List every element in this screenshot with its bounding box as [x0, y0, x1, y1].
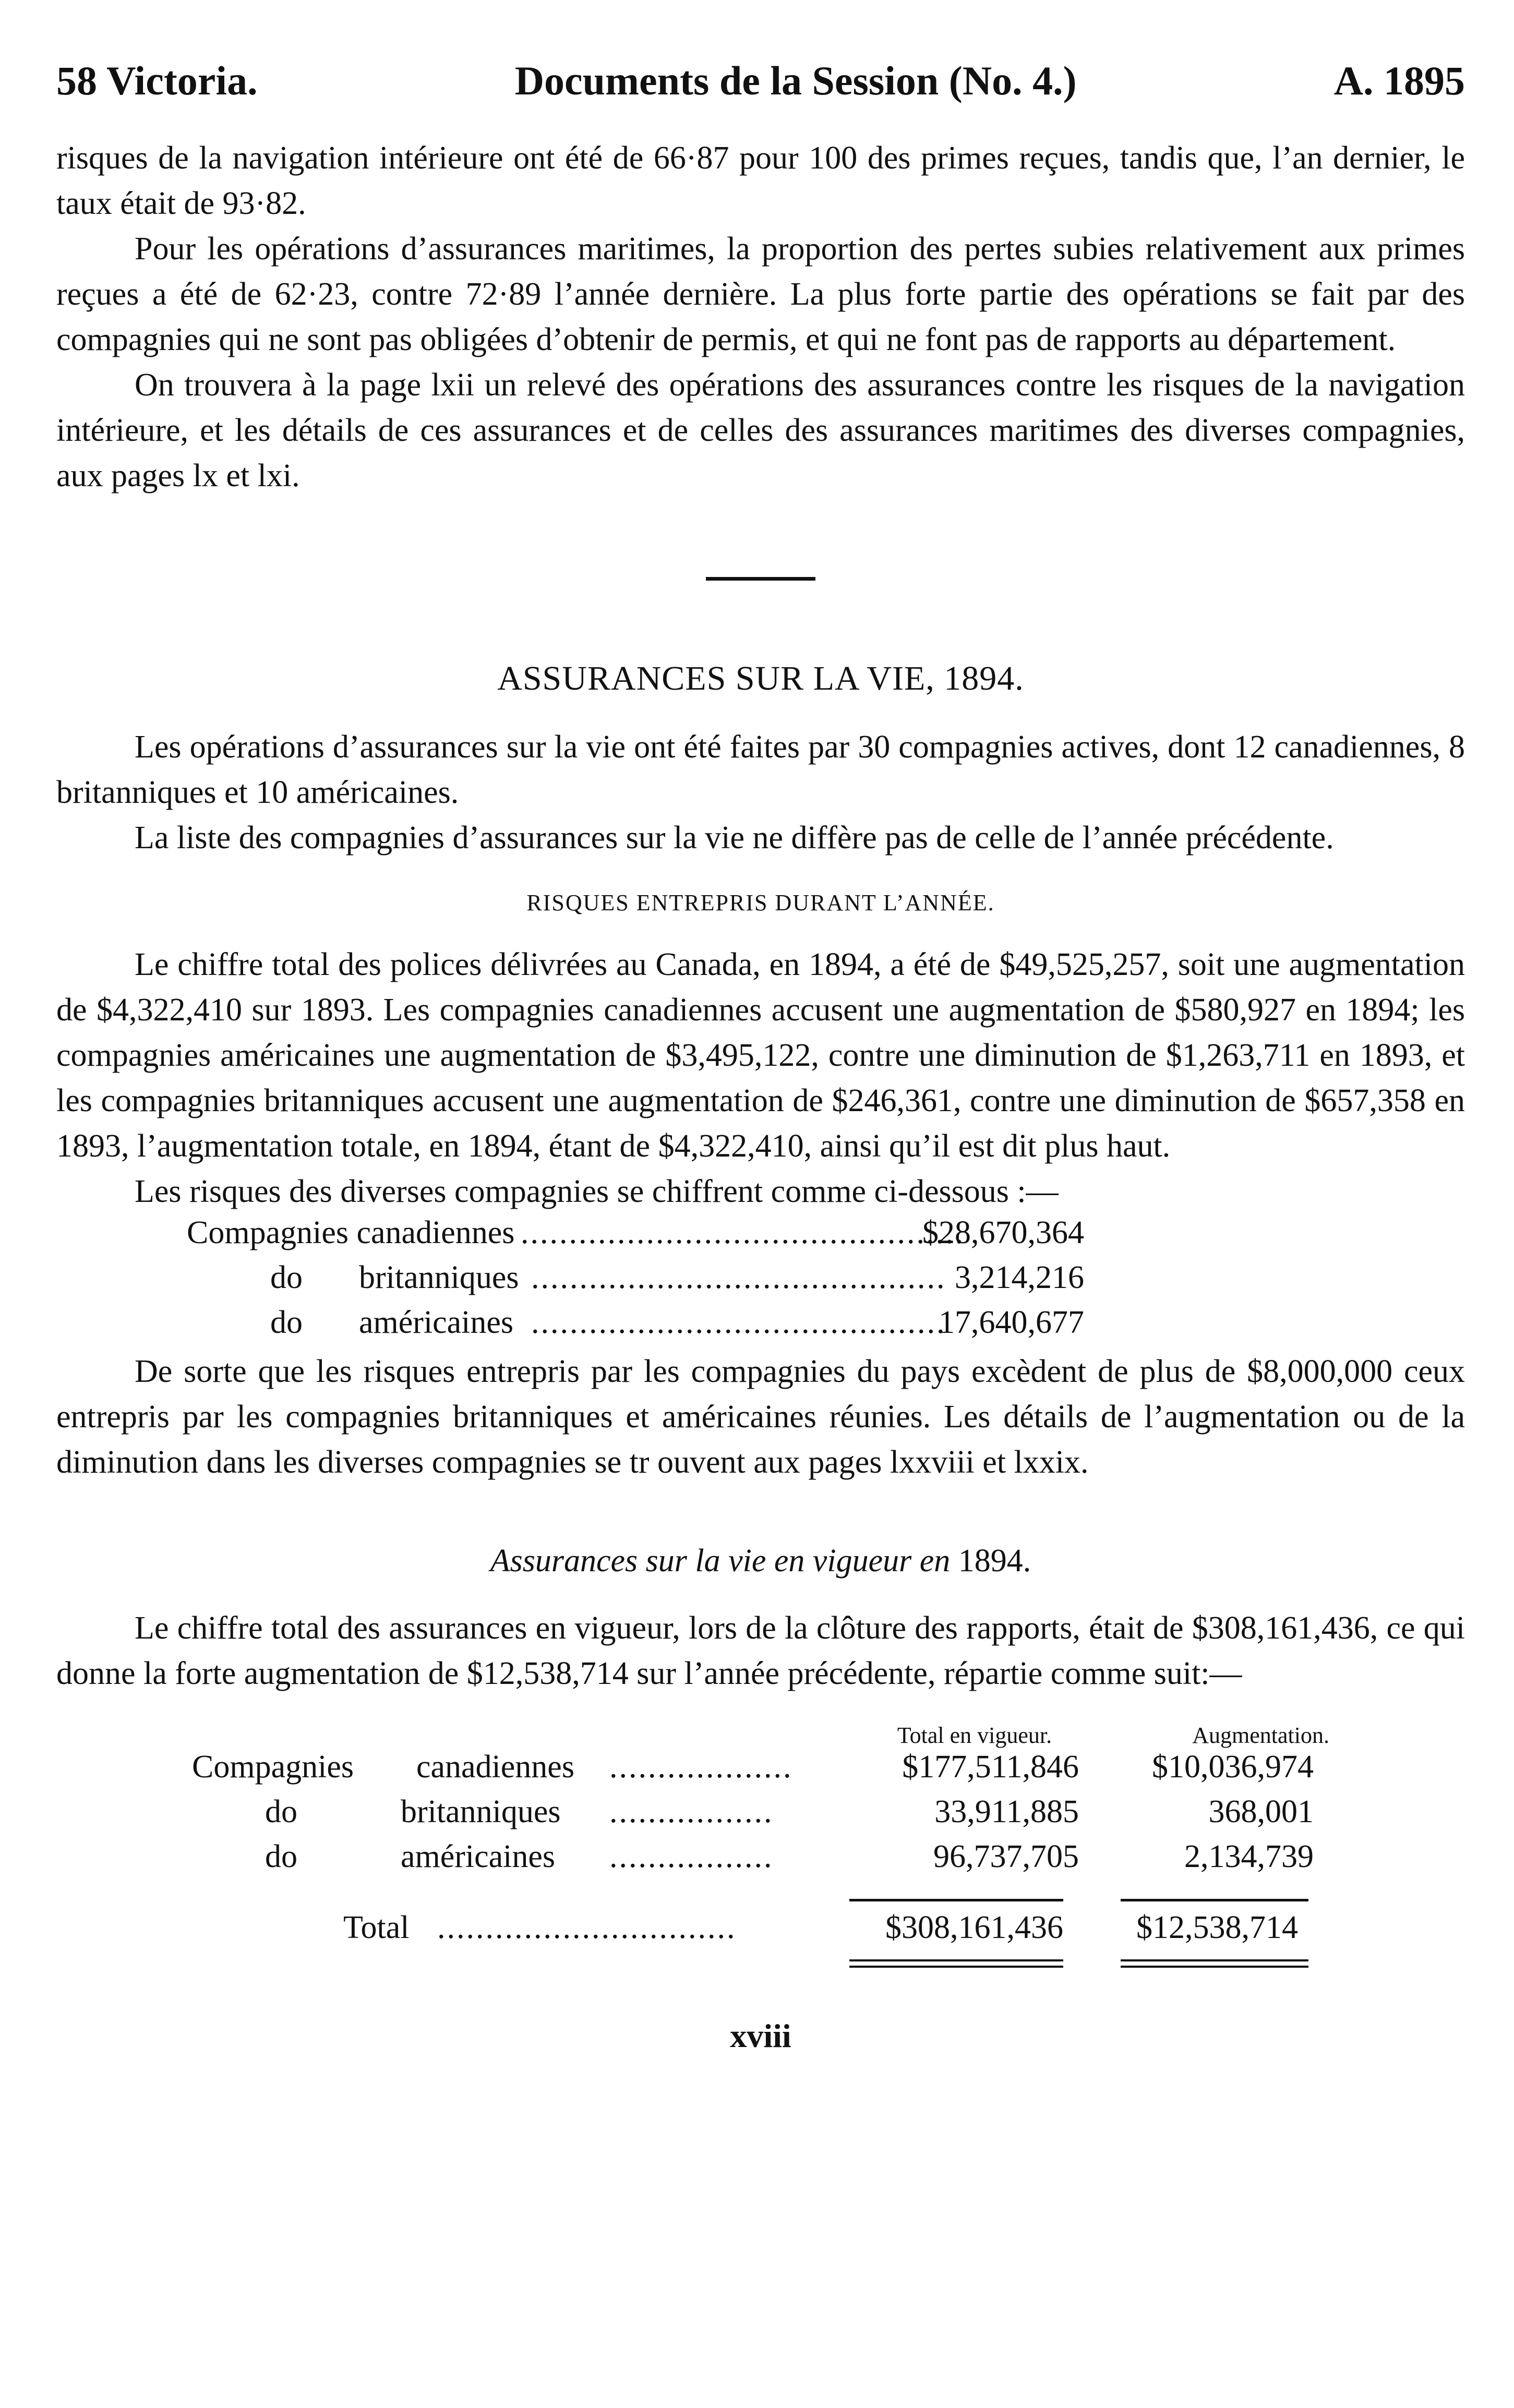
- table-row: [56, 1793, 1465, 1838]
- leader-dots: .................: [609, 1839, 774, 1874]
- leader-dots: ...................: [609, 1749, 793, 1785]
- paragraph-9: Le chiffre total des assurances en vigueur, lors de la clôture des rapports, était de $308,161,436, ce qui donne la forte augmentation de $12,538,714 sur l’année précédente, répartie comme suit:—: [56, 1610, 1465, 1691]
- section-divider: [706, 577, 815, 581]
- risks-label: Compagnies canadiennes: [187, 1215, 515, 1250]
- paragraph-1: risques de la navigation intérieure ont été de 66·87 pour 100 des primes reçues, tandis que, l’an dernier, le taux était de 93·82.: [56, 140, 1465, 221]
- risks-amount: $28,670,364: [922, 1215, 1084, 1250]
- leader-dots: ...........................................: [531, 1305, 946, 1340]
- risks-row: [56, 1214, 1465, 1259]
- risks-label: américaines: [359, 1305, 514, 1340]
- leader-dots: ..............................................: [521, 1215, 965, 1250]
- table-row: [56, 1838, 1465, 1883]
- sum-rule: [56, 1899, 1465, 1909]
- running-header: [56, 57, 1465, 136]
- risks-list: [56, 1214, 1465, 1349]
- ditto-mark: do: [270, 1260, 303, 1295]
- cell-increase: 2,134,739: [1184, 1839, 1314, 1874]
- header-center: Documents de la Session (No. 4.): [514, 58, 1077, 103]
- header-left: 58 Victoria.: [56, 58, 258, 103]
- insurance-table: [56, 1712, 1465, 1970]
- risks-amount: 3,214,216: [955, 1260, 1084, 1295]
- italic-subtitle: [56, 1543, 1465, 1580]
- risks-amount: 17,640,677: [939, 1305, 1084, 1340]
- row-name: américaines: [401, 1839, 556, 1874]
- double-rule: [56, 1959, 1465, 1970]
- paragraph-4: Les opérations d’assurances sur la vie ont été faites par 30 compagnies actives, dont 12 canadiennes, 8 britanniques et 10 américaines.: [56, 729, 1465, 810]
- italic-subtitle-year: 1894.: [958, 1543, 1031, 1579]
- ditto-mark: do: [265, 1794, 297, 1829]
- paragraph-6: Le chiffre total des polices délivrées au Canada, en 1894, a été de $49,525,257, soit une augmentation de $4,322,410 sur 1893. Les compagnies canadiennes accusent une augmentation de $580,927 en 1894; les compagnies américaines une augmentation de $3,495,122, contre une diminution de $1,263,711 en 1893, et les compagnies britanniques accusent une augmentation de $246,361, contre une diminution de $657,358 en 1893, l’augmentation totale, en 1894, étant de $4,322,410, ainsi qu’il est dit plus haut.: [56, 947, 1465, 1164]
- italic-subtitle-text: Assurances sur la vie en vigueur en: [490, 1543, 951, 1579]
- table-row: [56, 1749, 1465, 1793]
- document-page: [56, 57, 1465, 2055]
- leader-dots: ...............................: [437, 1910, 737, 1945]
- risks-row: [56, 1259, 1465, 1304]
- column-header-total: Total en vigueur.: [897, 1723, 1052, 1748]
- paragraph-7: Les risques des diverses compagnies se chiffrent comme ci-dessous :—: [135, 1174, 1059, 1209]
- ditto-mark: do: [265, 1839, 297, 1874]
- paragraph-8: De sorte que les risques entrepris par les compagnies du pays excèdent de plus de $8,000,000 ceux entrepris par les compagnies britanniques et américaines réunies. Les détails de l’augmentation ou de la diminution dans les diverses compagnies se tr ouvent aux pages lxxviii et lxxix.: [56, 1354, 1465, 1480]
- row-label: Compagnies: [192, 1749, 354, 1785]
- leader-dots: ...........................................: [531, 1260, 946, 1295]
- subheading: RISQUES ENTREPRIS DURANT L’ANNÉE.: [526, 890, 995, 916]
- table-header: [56, 1712, 1465, 1749]
- paragraph-3: On trouvera à la page lxii un relevé des opérations des assurances contre les risques de la navigation intérieure, et les détails de ces assurances et de celles des assurances maritimes des diverses compagnies, aux pages lx et lxi.: [56, 367, 1465, 493]
- cell-increase: $10,036,974: [1152, 1749, 1314, 1785]
- paragraph-2: Pour les opérations d’assurances maritimes, la proportion des pertes subies relativement aux primes reçues a été de 62·23, contre 72·89 l’année dernière. La plus forte partie des opérations se fait par des compagnies qui ne sont pas obligées d’obtenir de permis, et qui ne font pas de rapports au département.: [56, 231, 1465, 357]
- total-row: [56, 1909, 1465, 1959]
- section-title: ASSURANCES SUR LA VIE, 1894.: [497, 659, 1024, 697]
- paragraph-5: La liste des compagnies d’assurances sur la vie ne diffère pas de celle de l’année précédente.: [135, 820, 1334, 856]
- cell-total: 33,911,885: [934, 1794, 1079, 1829]
- cell-increase: 368,001: [1208, 1794, 1314, 1829]
- cell-total: $177,511,846: [902, 1749, 1079, 1785]
- leader-dots: .................: [609, 1794, 774, 1829]
- row-name: canadiennes: [416, 1749, 574, 1785]
- header-right: A. 1895: [1333, 58, 1465, 103]
- risks-label: britanniques: [359, 1260, 519, 1295]
- total-increase: $12,538,714: [1136, 1910, 1298, 1945]
- page-number: xviii: [730, 2017, 791, 2054]
- ditto-mark: do: [270, 1305, 303, 1340]
- row-name: britanniques: [401, 1794, 561, 1829]
- risks-row: [56, 1304, 1465, 1349]
- column-header-increase: Augmentation.: [1192, 1723, 1329, 1748]
- total-label: Total: [343, 1910, 410, 1945]
- cell-total: 96,737,705: [933, 1839, 1079, 1874]
- total-value: $308,161,436: [885, 1910, 1063, 1945]
